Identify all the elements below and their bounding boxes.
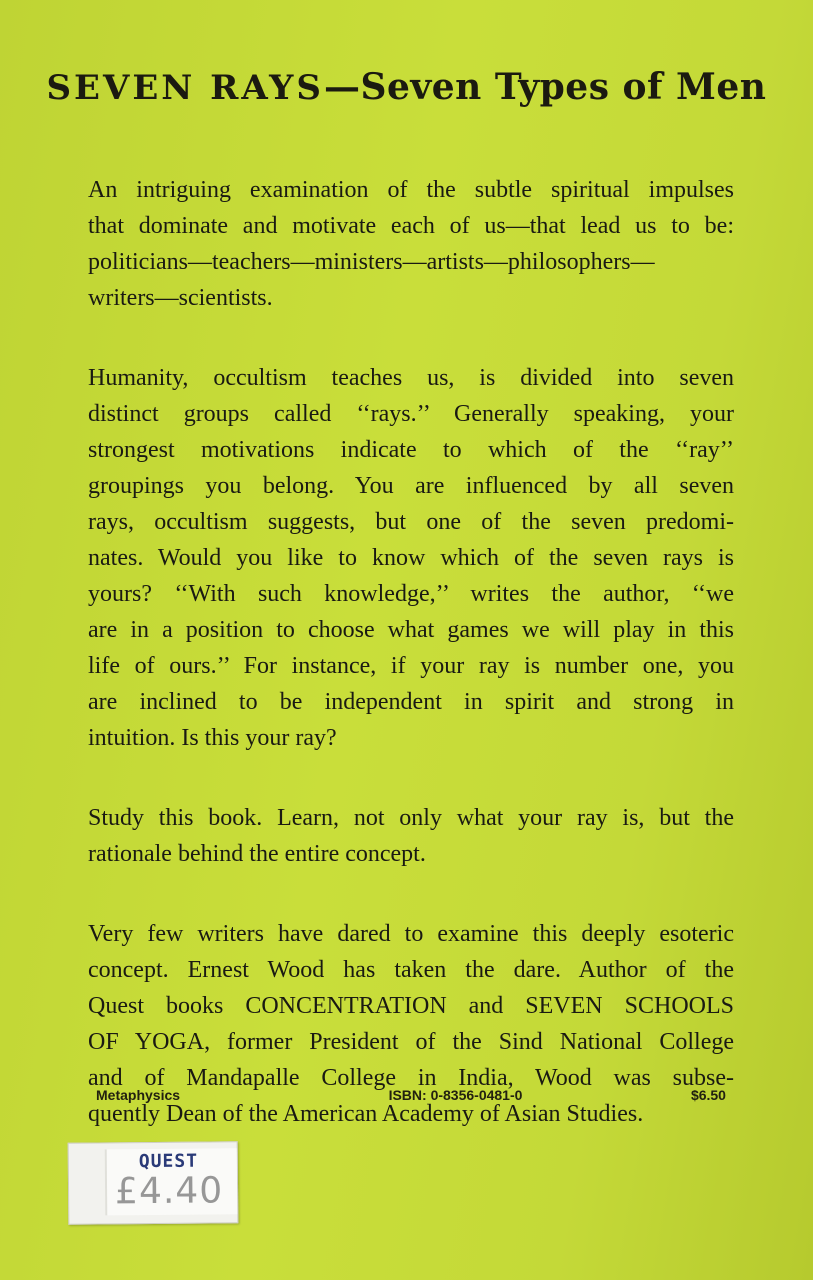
text-line: distinct groups called ‘‘rays.’’ Generally speaking, your <box>88 401 734 427</box>
cover-footer <box>96 1087 726 1103</box>
text-line: politicians—teachers—ministers—artists—philosophers— <box>88 249 655 275</box>
blurb-paragraph-intro <box>88 172 734 316</box>
text-line: groupings you belong. You are influenced by all seven <box>88 473 734 499</box>
text-line: An intriguing examination of the subtle spiritual impulses <box>88 177 734 203</box>
sticker-price: £4.40 <box>114 1170 224 1213</box>
blurb-paragraph-humanity <box>88 360 734 756</box>
text-line: life of ours.’’ For instance, if your ray is number one, you <box>88 653 734 679</box>
title-subtitle: Seven Types of Men <box>360 66 767 108</box>
text-line: intuition. Is this your ray? <box>88 725 337 751</box>
text-line: Quest books CONCENTRATION and SEVEN SCHOOLS <box>88 993 734 1019</box>
category-label: Metaphysics <box>96 1087 181 1103</box>
text-line: rationale behind the entire concept. <box>88 841 426 867</box>
title-dash: — <box>323 66 361 108</box>
text-line: that dominate and motivate each of us—that lead us to be: <box>88 213 734 239</box>
blurb-paragraph-study <box>88 800 734 872</box>
text-line: strongest motivations indicate to which of the ‘‘ray’’ <box>88 437 734 463</box>
text-line: are inclined to be independent in spirit and strong in <box>88 689 734 715</box>
text-line: Very few writers have dared to examine this deeply esoteric <box>88 921 734 947</box>
blurb <box>88 172 734 1176</box>
text-line: quently Dean of the American Academy of Asian Studies. <box>88 1101 644 1127</box>
isbn-label: ISBN: 0-8356-0481-0 <box>388 1087 523 1103</box>
text-line: yours? ‘‘With such knowledge,’’ writes the author, ‘‘we <box>88 581 734 607</box>
book-title <box>0 66 813 108</box>
text-line: and of Mandapalle College in India, Wood was subse- <box>88 1065 734 1091</box>
text-line: OF YOGA, former President of the Sind National College <box>88 1029 734 1055</box>
price-sticker <box>68 1141 239 1224</box>
text-line: writers—scientists. <box>88 285 273 311</box>
text-line: concept. Ernest Wood has taken the dare. Author of the <box>88 957 734 983</box>
text-line: Study this book. Learn, not only what your ray is, but the <box>88 805 734 831</box>
sticker-store-name: QUEST <box>138 1150 199 1173</box>
text-line: rays, occultism suggests, but one of the seven predomi- <box>88 509 734 535</box>
text-line: Humanity, occultism teaches us, is divided into seven <box>88 365 734 391</box>
text-line: nates. Would you like to know which of the seven rays is <box>88 545 734 571</box>
title-main: SEVEN RAYS <box>46 68 324 108</box>
price-label: $6.50 <box>690 1087 726 1103</box>
text-line: are in a position to choose what games we will play in this <box>88 617 734 643</box>
